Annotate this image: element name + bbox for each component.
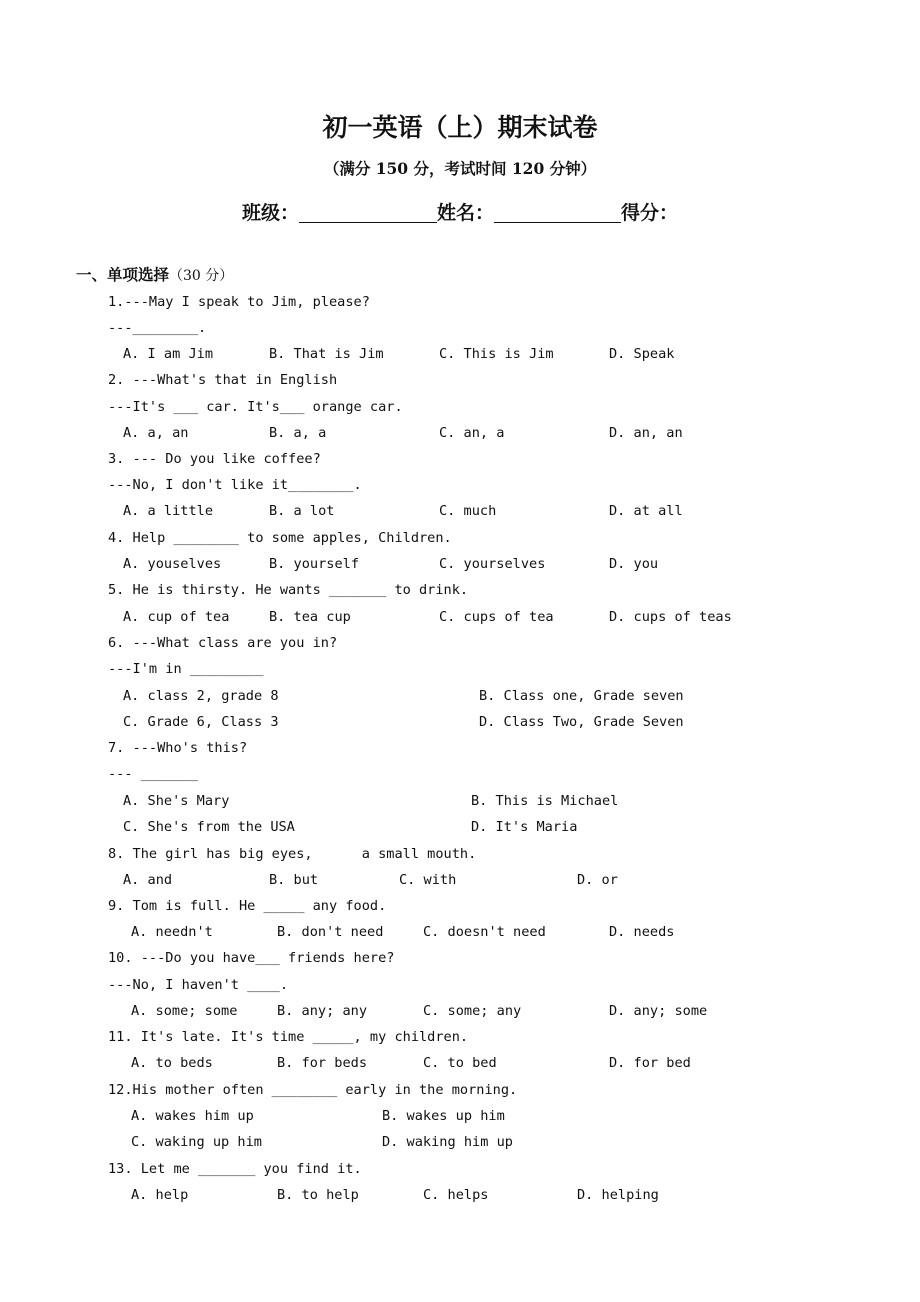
score-label: 得分： [621,202,679,224]
class-label: 班级： [241,202,299,224]
question-stem: 4. Help ________ to some apples, Children. [108,530,452,546]
section-heading [76,263,233,285]
option-b: B. yourself [269,556,360,572]
option-d: D. Speak [609,346,675,362]
option-a: A. She's Mary [123,793,230,809]
option-a: A. some; some [131,1003,238,1019]
option-c: C. some; any [423,1003,522,1019]
option-c: C. This is Jim [439,346,554,362]
question-answer-line: ---________. [108,320,207,336]
option-c: C. doesn't need [423,924,546,940]
option-d: D. an, an [609,425,683,441]
option-d: D. It's Maria [471,819,578,835]
option-c: C. cups of tea [439,609,554,625]
option-a: A. needn't [131,924,213,940]
option-c: C. waking up him [131,1134,262,1150]
option-d: D. you [609,556,659,572]
question-stem: 12.His mother often ________ early in the morning. [108,1082,518,1098]
option-a: A. cup of tea [123,609,230,625]
option-b: B. tea cup [269,609,351,625]
option-d: D. cups of teas [609,609,732,625]
option-a: A. to beds [131,1055,213,1071]
question-stem: 5. He is thirsty. He wants _______ to drink. [108,582,469,598]
option-b: B. any; any [277,1003,368,1019]
option-c: C. yourselves [439,556,546,572]
question-answer-line: ---No, I haven't ____. [108,977,289,993]
option-a: A. and [123,872,173,888]
student-info-line [0,198,920,225]
option-b: B. for beds [277,1055,368,1071]
section-points: （30 分） [169,268,234,284]
option-c: C. much [439,503,497,519]
option-a: A. I am Jim [123,346,214,362]
option-a: A. youselves [123,556,222,572]
option-b: B. That is Jim [269,346,384,362]
question-stem: 13. Let me _______ you find it. [108,1161,362,1177]
option-a: A. wakes him up [131,1108,254,1124]
option-c: C. with [399,872,457,888]
option-c: C. to bed [423,1055,497,1071]
option-a: A. class 2, grade 8 [123,688,279,704]
option-b: B. wakes up him [382,1108,505,1124]
question-answer-line: ---I'm in _________ [108,661,264,677]
question-answer-line: ---No, I don't like it________. [108,477,362,493]
option-a: A. a little [123,503,214,519]
option-d: D. for bed [609,1055,691,1071]
option-c: C. an, a [439,425,505,441]
question-stem: 10. ---Do you have___ friends here? [108,950,395,966]
question-stem: 11. It's late. It's time _____, my children. [108,1029,469,1045]
question-stem: 3. --- Do you like coffee? [108,451,321,467]
option-b: B. This is Michael [471,793,619,809]
name-label: 姓名： [436,202,494,224]
question-stem: 6. ---What class are you in? [108,635,338,651]
option-d: D. or [577,872,618,888]
option-c: C. She's from the USA [123,819,295,835]
question-answer-line: --- _______ [108,766,199,782]
question-stem: 8. The girl has big eyes, a small mouth. [108,846,477,862]
option-b: B. Class one, Grade seven [479,688,684,704]
option-a: A. help [131,1187,189,1203]
option-b: B. but [269,872,319,888]
option-d: D. needs [609,924,675,940]
option-b: B. to help [277,1187,359,1203]
option-d: D. Class Two, Grade Seven [479,714,684,730]
question-stem: 7. ---Who's this? [108,740,248,756]
option-d: D. waking him up [382,1134,513,1150]
question-stem: 9. Tom is full. He _____ any food. [108,898,387,914]
question-stem: 2. ---What's that in English [108,372,338,388]
class-blank[interactable] [299,202,437,223]
option-a: A. a, an [123,425,189,441]
question-stem: 1.---May I speak to Jim, please? [108,294,370,310]
option-b: B. don't need [277,924,384,940]
exam-title: 初一英语（上）期末试卷 [322,113,598,142]
name-blank[interactable] [494,202,621,223]
section-title: 一、单项选择 [76,265,170,284]
option-b: B. a, a [269,425,327,441]
option-c: C. helps [423,1187,489,1203]
option-c: C. Grade 6, Class 3 [123,714,279,730]
option-d: D. any; some [609,1003,708,1019]
question-answer-line: ---It's ___ car. It's___ orange car. [108,399,403,415]
option-d: D. helping [577,1187,659,1203]
option-b: B. a lot [269,503,335,519]
option-d: D. at all [609,503,683,519]
exam-subtitle: （满分 150 分，考试时间 120 分钟） [323,159,597,178]
